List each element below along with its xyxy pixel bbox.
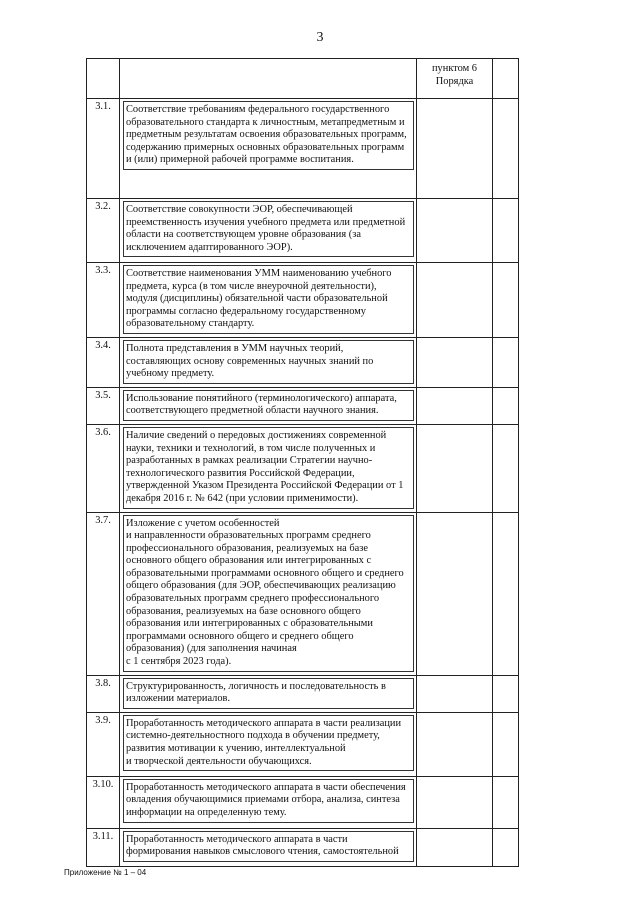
row-text-cell	[120, 424, 417, 512]
row-number: 3.1.	[87, 99, 120, 199]
cell-text-header	[120, 59, 417, 99]
table-header-row	[87, 59, 519, 99]
row-number: 3.11.	[87, 828, 120, 866]
row-cell-b	[493, 776, 519, 828]
row-number: 3.8.	[87, 675, 120, 712]
row-text-cell	[120, 512, 417, 675]
cell-b-header	[493, 59, 519, 99]
row-cell-a	[417, 512, 493, 675]
row-text: Полнота представления в УММ научных теорий, составляющих основу современных научных знаний по учебному предмету.	[123, 340, 414, 384]
row-text-cell	[120, 387, 417, 424]
table-row	[87, 199, 519, 263]
table-row	[87, 512, 519, 675]
row-cell-b	[493, 387, 519, 424]
row-text-cell	[120, 199, 417, 263]
table-row	[87, 99, 519, 199]
table-row	[87, 712, 519, 776]
row-cell-a	[417, 199, 493, 263]
row-text: Соответствие совокупности ЭОР, обеспечивающей преемственность изучения учебного предмета или предметной области на соответствующем уровне образования (за исключением адаптированного ЭОР).	[123, 201, 414, 257]
row-number: 3.9.	[87, 712, 120, 776]
row-number: 3.7.	[87, 512, 120, 675]
table-row	[87, 828, 519, 866]
row-cell-b	[493, 712, 519, 776]
row-number: 3.4.	[87, 337, 120, 387]
row-text: Наличие сведений о передовых достижениях современной науки, техники и технологий, в том числе полученных и разработанных в рамках реализации Стратегии научно-технологического развития Российской Федерации, утвержденной Указом Президента Российской Федерации от 1 декабря 2016 г. № 642 (при условии применимости).	[123, 427, 414, 509]
row-cell-a	[417, 675, 493, 712]
row-text-cell	[120, 337, 417, 387]
row-cell-b	[493, 828, 519, 866]
row-cell-b	[493, 675, 519, 712]
row-text: Проработанность методического аппарата в части обеспечения овладения обучающимися приемами отбора, анализа, синтеза информации на определенную тему.	[123, 779, 414, 823]
row-cell-a	[417, 337, 493, 387]
row-cell-a	[417, 387, 493, 424]
row-cell-b	[493, 199, 519, 263]
row-text: Соответствие наименования УММ наименованию учебного предмета, курса (в том числе внеурочной деятельности), модуля (дисциплины) обязательной части образовательной программы согласно федеральному государственному образовательному стандарту.	[123, 265, 414, 334]
row-text-cell	[120, 828, 417, 866]
row-text: Изложение с учетом особенностей и направленности образовательных программ среднего профессионального образования, реализуемых на базе основного общего образования или интегрированных с образовательными программами основного общего и среднего общего образования (для ЭОР, обеспечивающих реализацию образовательных программ среднего профессионального образования, реализуемых на базе основного общего образования или интегрированных с образовательными программами основного общего и среднего общего образования) (для заполнения начиная с 1 сентября 2023 года).	[123, 515, 414, 672]
column-a-header: пунктом 6 Порядка	[417, 59, 493, 99]
row-text-cell	[120, 712, 417, 776]
row-text: Структурированность, логичность и последовательность в изложении материалов.	[123, 678, 414, 709]
row-cell-a	[417, 263, 493, 338]
row-cell-b	[493, 263, 519, 338]
row-text-cell	[120, 776, 417, 828]
row-cell-b	[493, 512, 519, 675]
table-row	[87, 337, 519, 387]
row-number: 3.5.	[87, 387, 120, 424]
criteria-table	[86, 58, 519, 867]
table-row	[87, 675, 519, 712]
row-cell-b	[493, 337, 519, 387]
cell-num-header	[87, 59, 120, 99]
table-row	[87, 424, 519, 512]
row-cell-a	[417, 828, 493, 866]
table-row	[87, 387, 519, 424]
row-number: 3.10.	[87, 776, 120, 828]
row-cell-a	[417, 99, 493, 199]
footer-appendix-label: Приложение № 1 – 04	[64, 868, 147, 877]
row-cell-a	[417, 424, 493, 512]
row-text: Проработанность методического аппарата в части реализации системно-деятельностного подхода в обучении предмету, развития мотивации к учению, интеллектуальной и творческой деятельности обучающихся.	[123, 715, 414, 771]
row-text-cell	[120, 263, 417, 338]
row-text: Проработанность методического аппарата в части формирования навыков смыслового чтения, самостоятельной	[123, 831, 414, 862]
row-cell-a	[417, 776, 493, 828]
row-cell-b	[493, 99, 519, 199]
row-cell-a	[417, 712, 493, 776]
row-number: 3.3.	[87, 263, 120, 338]
row-number: 3.6.	[87, 424, 120, 512]
row-number: 3.2.	[87, 199, 120, 263]
page-number: 3	[316, 30, 324, 45]
table-row	[87, 263, 519, 338]
row-text-cell	[120, 675, 417, 712]
row-cell-b	[493, 424, 519, 512]
row-text-cell	[120, 99, 417, 199]
table-row	[87, 776, 519, 828]
row-text: Соответствие требованиям федерального государственного образовательного стандарта к личностным, метапредметным и предметным результатам освоения образовательных программ, содержанию примерных основных образовательных программ и (или) примерной рабочей программе воспитания.	[123, 101, 414, 170]
row-text: Использование понятийного (терминологического) аппарата, соответствующего предметной области научного знания.	[123, 390, 414, 421]
